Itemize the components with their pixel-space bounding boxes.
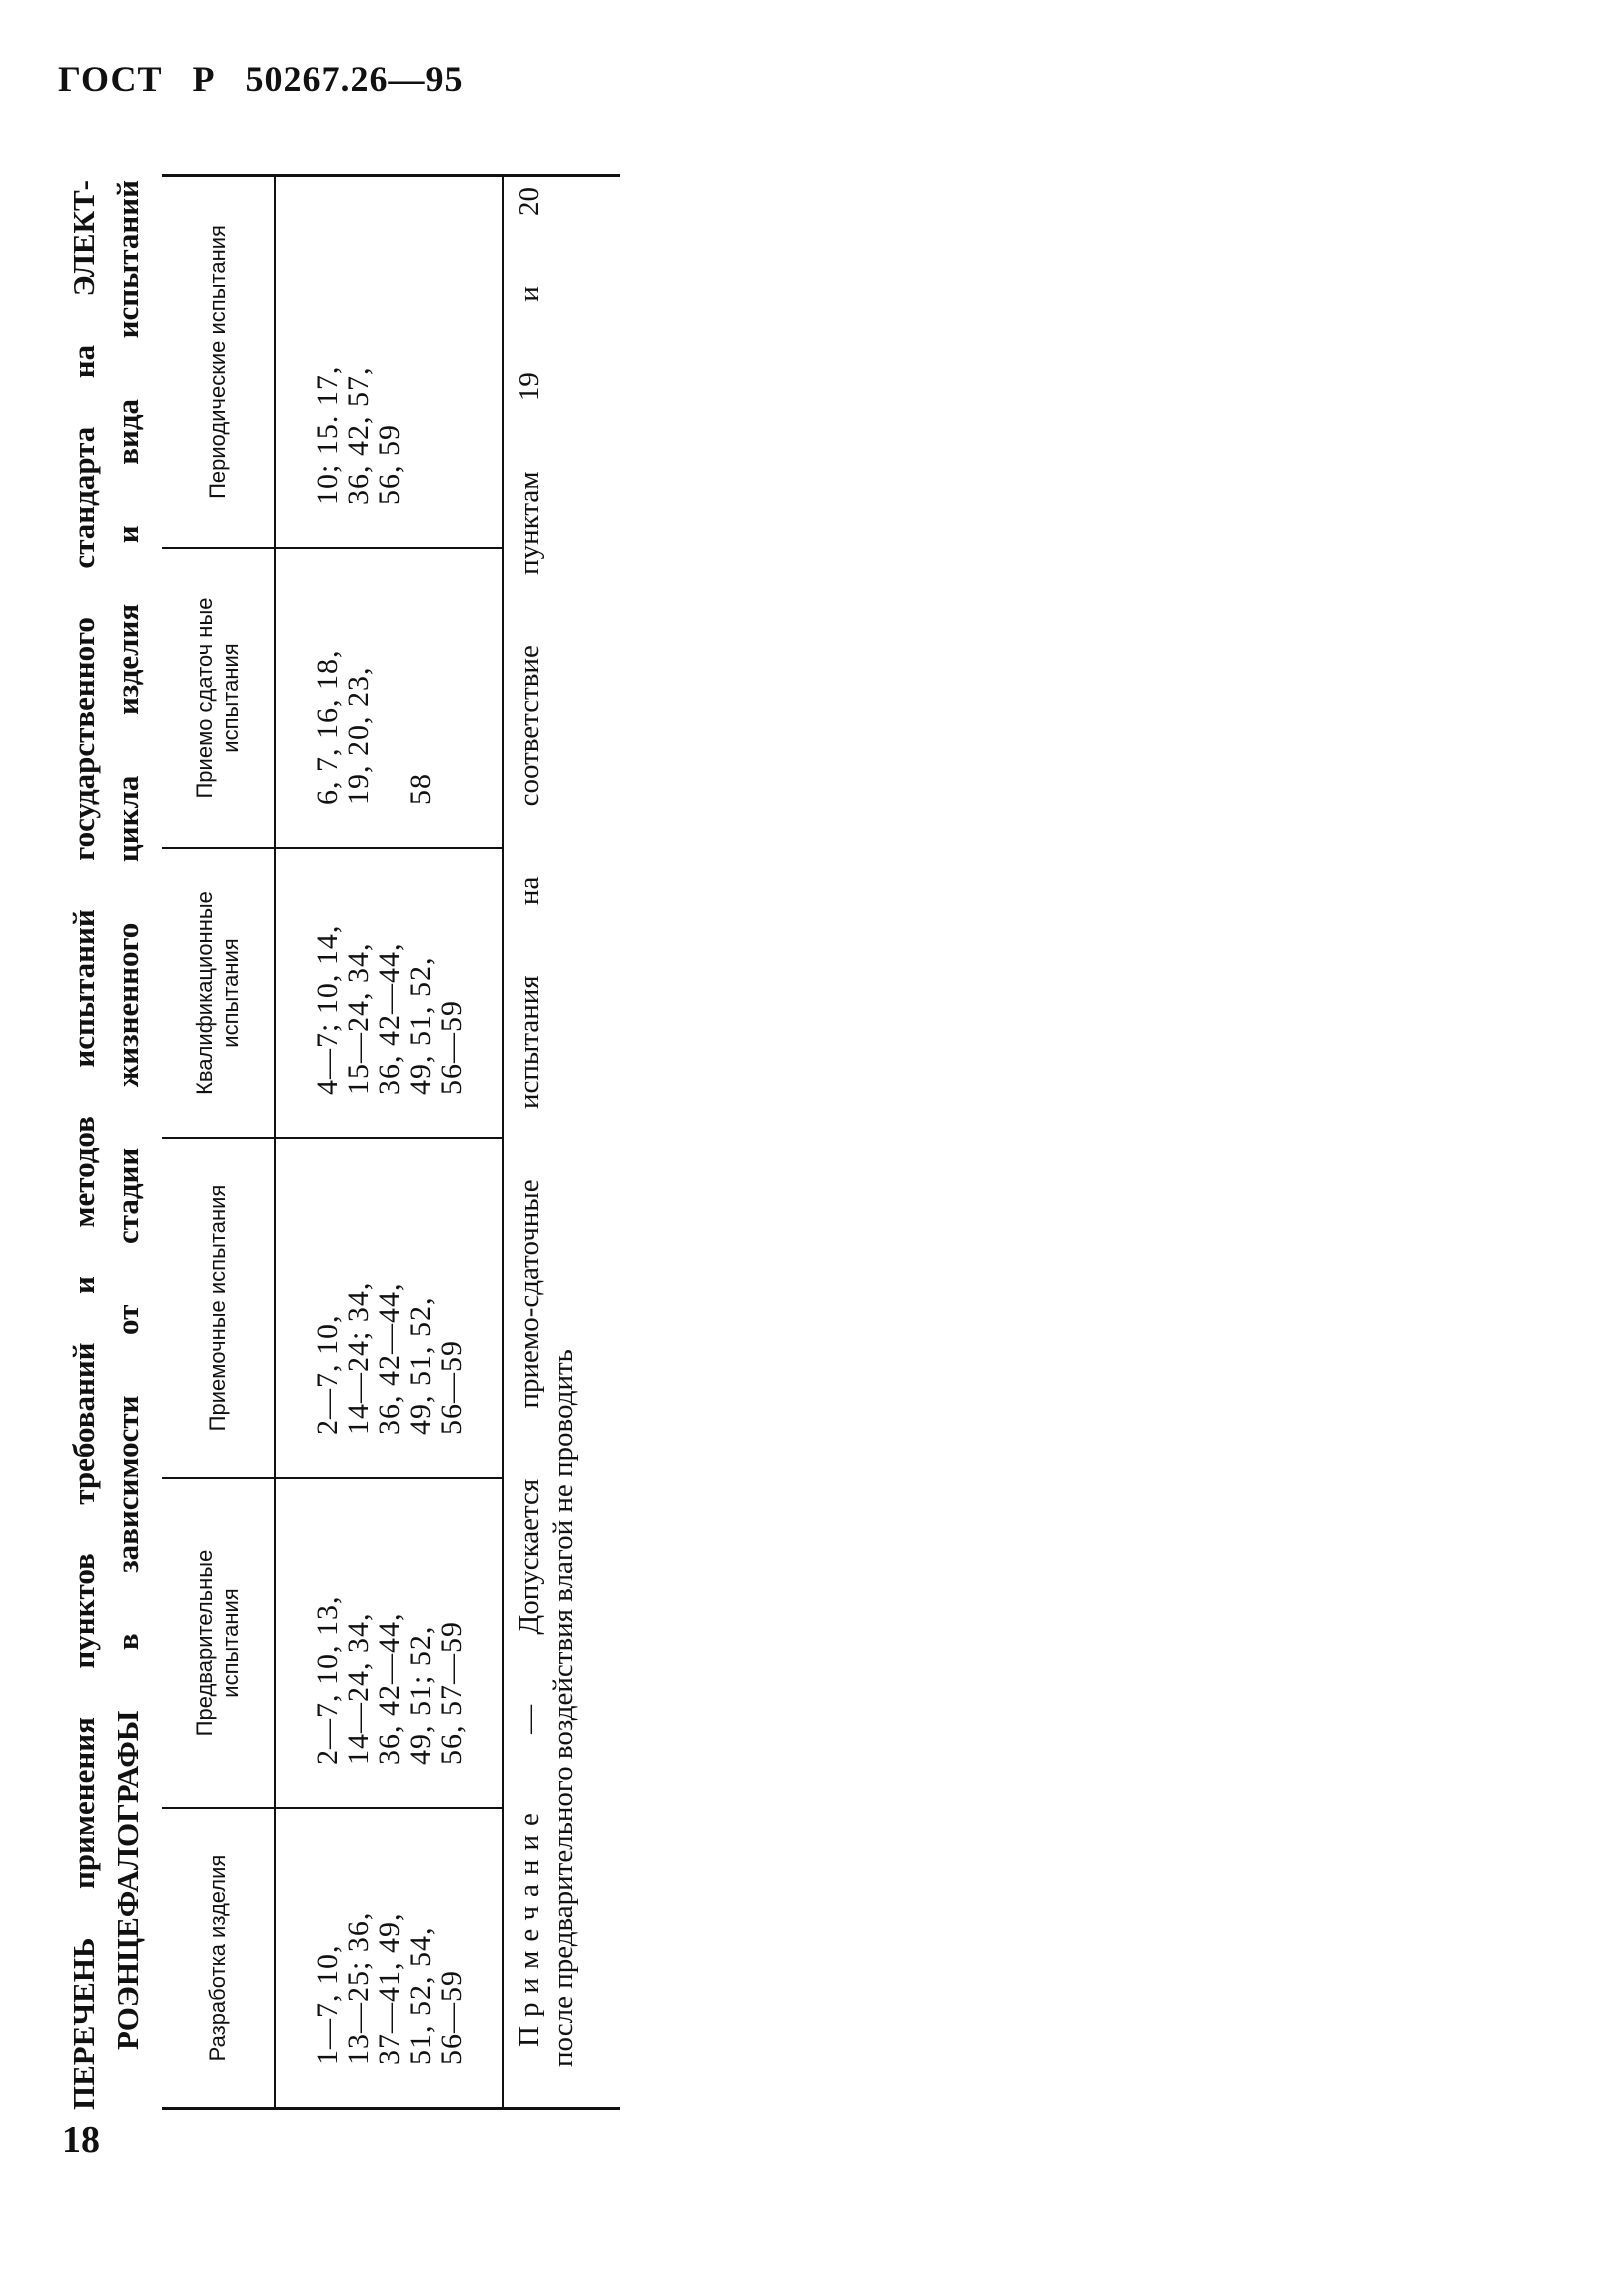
document-header: ГОСТ Р 50267.26—95	[58, 59, 464, 99]
table-body-row	[274, 177, 504, 2107]
value-cell-periodic: 10; 15. 17, 36, 42, 57, 56, 59	[311, 365, 406, 505]
test-clauses-table	[162, 174, 620, 2110]
table-title	[62, 180, 150, 2110]
value-cell-delivery: 6, 7, 16, 18, 19, 20, 23, 58	[274, 547, 502, 847]
header-cell-qualification: Квалификационные испытания	[162, 847, 274, 1137]
note-line-1	[512, 187, 546, 2067]
note-label: Примечание	[513, 1804, 545, 2047]
value-cell-acceptance: 2—7, 10, 14—24; 34, 36, 42—44, 49, 51, 52, 56—59	[274, 1137, 502, 1477]
value-cell-development: 1—7, 10, 13—25; 36, 37—41, 49, 51, 52, 54, 56—59	[274, 1807, 502, 2107]
page-number: 18	[62, 2119, 100, 2161]
rotated-content	[62, 170, 642, 2120]
title-line-2: РОЭНЦЕФАЛОГРАФЫ в зависимости от стадии жизненного цикла изделия и вида испытаний	[110, 180, 145, 2050]
table-note	[512, 187, 580, 2067]
note-text: — Допускается приемо-сдаточные испытания на соответствие пунктам 19 и 20	[513, 187, 545, 1805]
header-cell-acceptance: Приемочные испытания	[162, 1137, 274, 1477]
table-header-row	[162, 177, 276, 2107]
note-line-2: после предварительного воздействия влагой не проводить	[547, 1349, 579, 2067]
value-cell-preliminary: 2—7, 10, 13, 14—24, 34, 36, 42—44, 49, 51; 52, 56, 57—59	[274, 1477, 502, 1807]
title-line-1: ПЕРЕЧЕНЬ применения пунктов требований и методов испытаний государственного стандарта на ЭЛЕКТ-	[66, 180, 101, 2110]
header-cell-delivery: Приемо сдаточ ные испытания	[162, 547, 274, 847]
header-cell-preliminary: Предварительные испытания	[162, 1477, 274, 1807]
value-cell-qualification: 4—7; 10, 14, 15—24, 34, 36, 42—44, 49, 51, 52, 56—59	[274, 847, 502, 1137]
header-cell-development: Разработка изделия	[162, 1807, 274, 2107]
header-cell-periodic: Периодические испытания	[205, 225, 230, 499]
